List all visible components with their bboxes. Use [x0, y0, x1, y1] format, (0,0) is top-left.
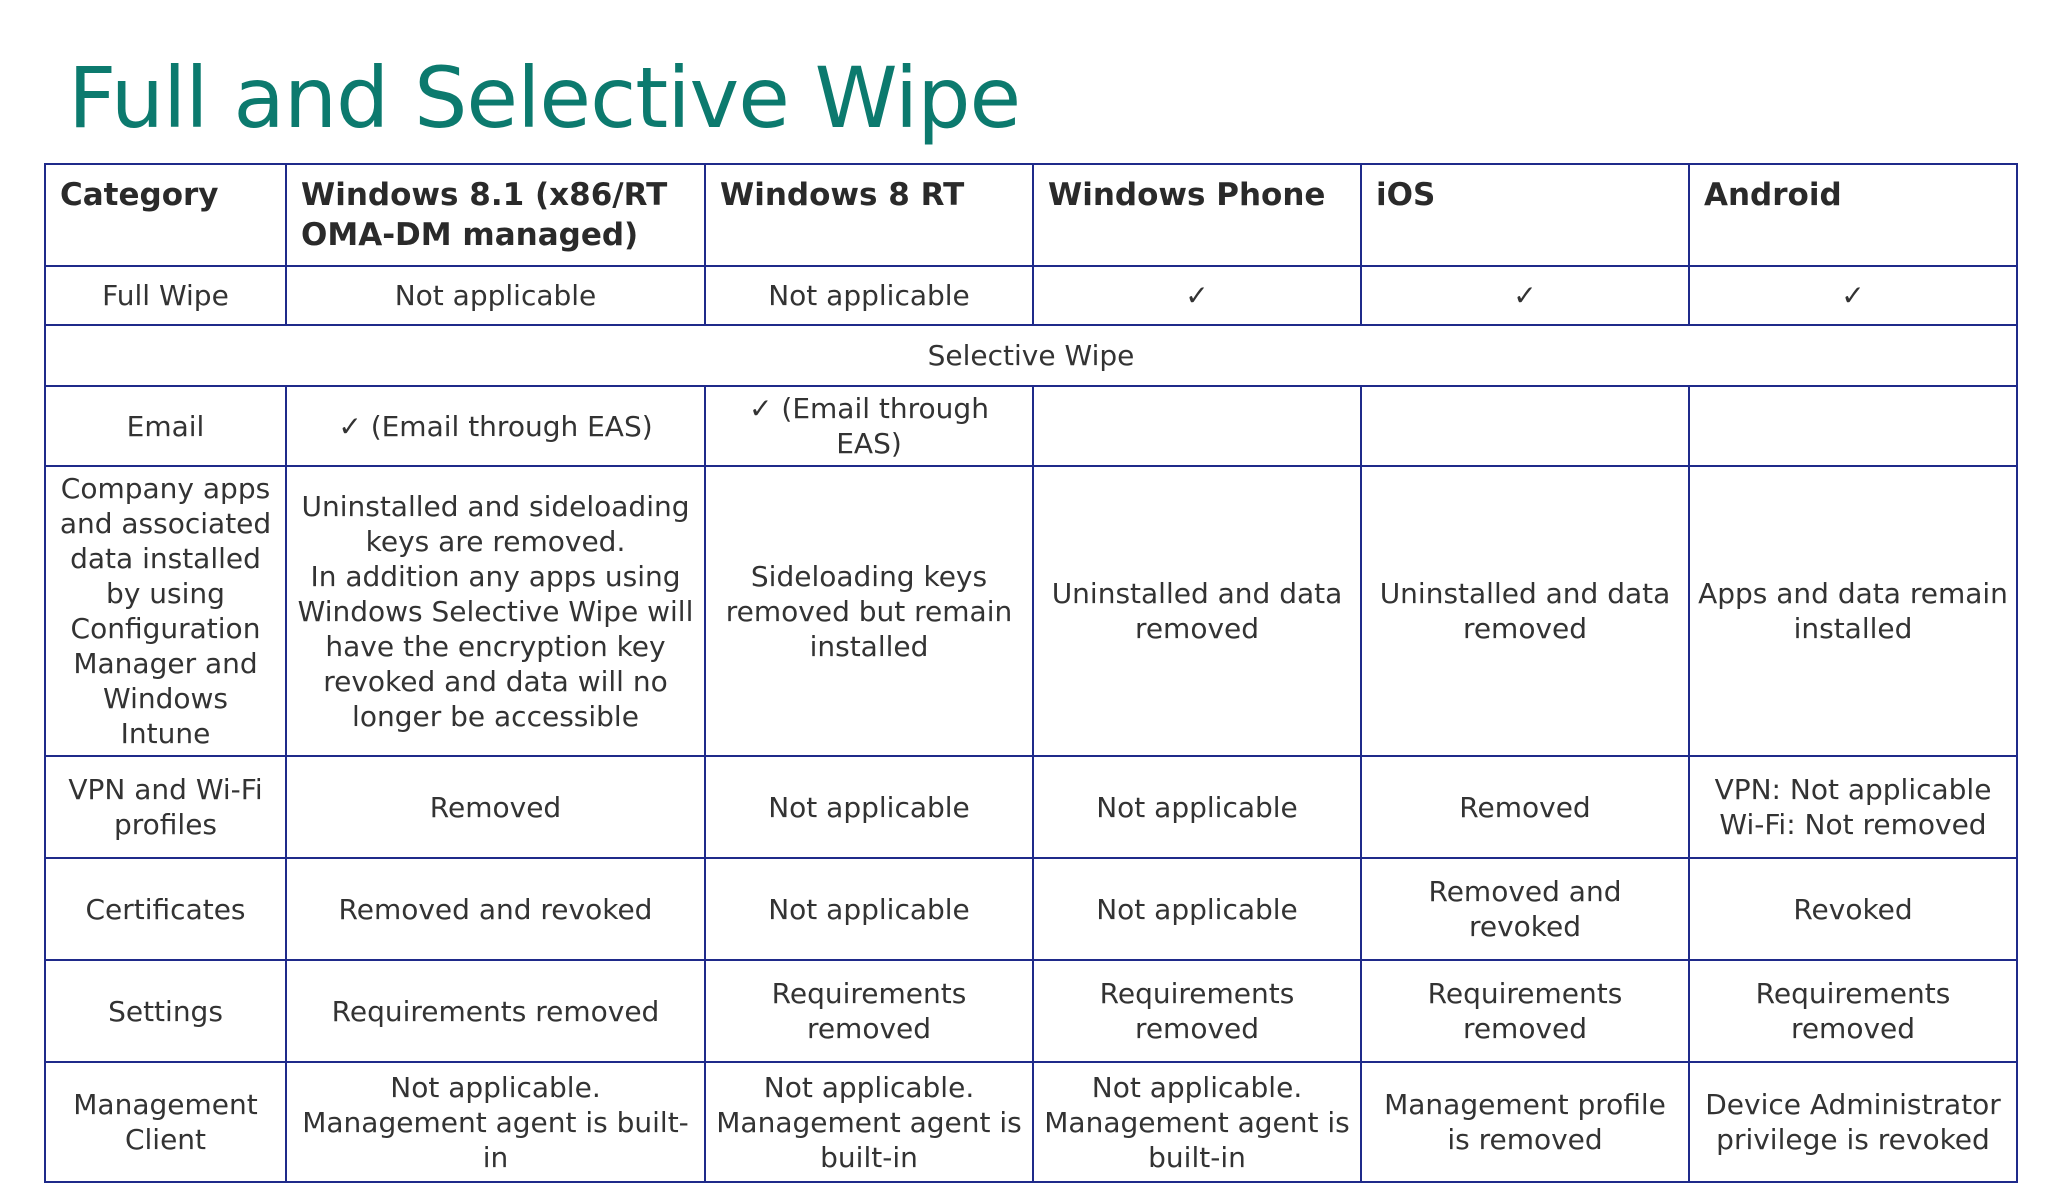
row-label-management-client: Management Client	[45, 1062, 286, 1182]
cell-settings-android: Requirements removed	[1689, 960, 2017, 1062]
cell-company-apps-ios: Uninstalled and data removed	[1361, 466, 1689, 756]
cell-settings-windows-8-1: Requirements removed	[286, 960, 705, 1062]
header-android: Android	[1689, 164, 2017, 266]
header-row	[45, 164, 2017, 266]
cell-email-ios	[1361, 386, 1689, 466]
row-label-full-wipe: Full Wipe	[45, 266, 286, 325]
cell-company-apps-windows-phone: Uninstalled and data removed	[1033, 466, 1361, 756]
table-row-email	[45, 386, 2017, 466]
cell-company-apps-windows-8-rt: Sideloading keys removed but remain installed	[705, 466, 1033, 756]
header-windows-8-1-line2: OMA-DM managed)	[301, 217, 639, 253]
cell-full-wipe-windows-8-rt: Not applicable	[705, 266, 1033, 325]
cell-management-client-windows-phone	[1033, 1062, 1361, 1182]
cell-settings-windows-8-rt: Requirements removed	[705, 960, 1033, 1062]
cell-vpn-wifi-windows-8-rt: Not applicable	[705, 756, 1033, 858]
row-label-certificates: Certificates	[45, 858, 286, 960]
check-icon: ✓	[1361, 266, 1689, 325]
cell-settings-windows-phone: Requirements removed	[1033, 960, 1361, 1062]
check-icon: ✓	[1033, 266, 1361, 325]
page-title: Full and Selective Wipe	[68, 49, 1021, 147]
cell-management-client-windows-8-rt-line2: Management agent is built-in	[716, 1105, 1022, 1174]
check-icon: ✓	[1689, 266, 2017, 325]
cell-company-apps-android: Apps and data remain installed	[1689, 466, 2017, 756]
cell-management-client-ios: Management profile is removed	[1361, 1062, 1689, 1182]
cell-company-apps-windows-8-1-line1: Uninstalled and sideloading keys are removed.	[301, 489, 690, 558]
table-row-vpn-wifi	[45, 756, 2017, 858]
cell-email-android	[1689, 386, 2017, 466]
header-windows-8-rt: Windows 8 RT	[705, 164, 1033, 266]
cell-vpn-wifi-android-line2: Wi-Fi: Not removed	[1719, 808, 1987, 841]
cell-certificates-windows-phone: Not applicable	[1033, 858, 1361, 960]
cell-vpn-wifi-android	[1689, 756, 2017, 858]
row-label-company-apps: Company apps and associated data installed by using Configuration Manager and Windows Intune	[45, 466, 286, 756]
cell-management-client-windows-phone-line2: Management agent is built-in	[1044, 1105, 1350, 1174]
cell-vpn-wifi-windows-phone: Not applicable	[1033, 756, 1361, 858]
cell-management-client-android: Device Administrator privilege is revoked	[1689, 1062, 2017, 1182]
cell-company-apps-windows-8-1	[286, 466, 705, 756]
cell-certificates-android: Revoked	[1689, 858, 2017, 960]
header-category: Category	[45, 164, 286, 266]
cell-full-wipe-windows-8-1: Not applicable	[286, 266, 705, 325]
header-ios: iOS	[1361, 164, 1689, 266]
cell-email-windows-phone	[1033, 386, 1361, 466]
row-label-vpn-wifi: VPN and Wi-Fi profiles	[45, 756, 286, 858]
cell-company-apps-windows-8-1-line2: In addition any apps using Windows Selective Wipe will have the encryption key revoked and data will no longer be accessible	[297, 559, 694, 733]
table-row-settings	[45, 960, 2017, 1062]
cell-certificates-ios: Removed and revoked	[1361, 858, 1689, 960]
table-row-company-apps	[45, 466, 2017, 756]
row-label-email: Email	[45, 386, 286, 466]
cell-vpn-wifi-android-line1: VPN: Not applicable	[1714, 773, 1992, 806]
cell-management-client-windows-8-1: Not applicable. Management agent is built-in	[286, 1062, 705, 1182]
cell-email-windows-8-rt: ✓ (Email through EAS)	[705, 386, 1033, 466]
cell-management-client-windows-8-rt	[705, 1062, 1033, 1182]
cell-certificates-windows-8-1: Removed and revoked	[286, 858, 705, 960]
header-windows-8-1-line1: Windows 8.1 (x86/RT	[301, 177, 668, 213]
table-row-certificates	[45, 858, 2017, 960]
cell-settings-ios: Requirements removed	[1361, 960, 1689, 1062]
wipe-comparison-table	[44, 163, 2018, 1183]
row-label-settings: Settings	[45, 960, 286, 1062]
section-row-selective-wipe	[45, 325, 2017, 386]
section-label-selective-wipe: Selective Wipe	[45, 325, 2017, 386]
header-windows-phone: Windows Phone	[1033, 164, 1361, 266]
cell-email-windows-8-1: ✓ (Email through EAS)	[286, 386, 705, 466]
cell-vpn-wifi-ios: Removed	[1361, 756, 1689, 858]
table-row-management-client	[45, 1062, 2017, 1182]
header-windows-8-1	[286, 164, 705, 266]
cell-certificates-windows-8-rt: Not applicable	[705, 858, 1033, 960]
table-row-full-wipe	[45, 266, 2017, 325]
cell-management-client-windows-8-rt-line1: Not applicable.	[763, 1070, 975, 1104]
cell-vpn-wifi-windows-8-1: Removed	[286, 756, 705, 858]
cell-management-client-windows-phone-line1: Not applicable.	[1091, 1070, 1303, 1104]
